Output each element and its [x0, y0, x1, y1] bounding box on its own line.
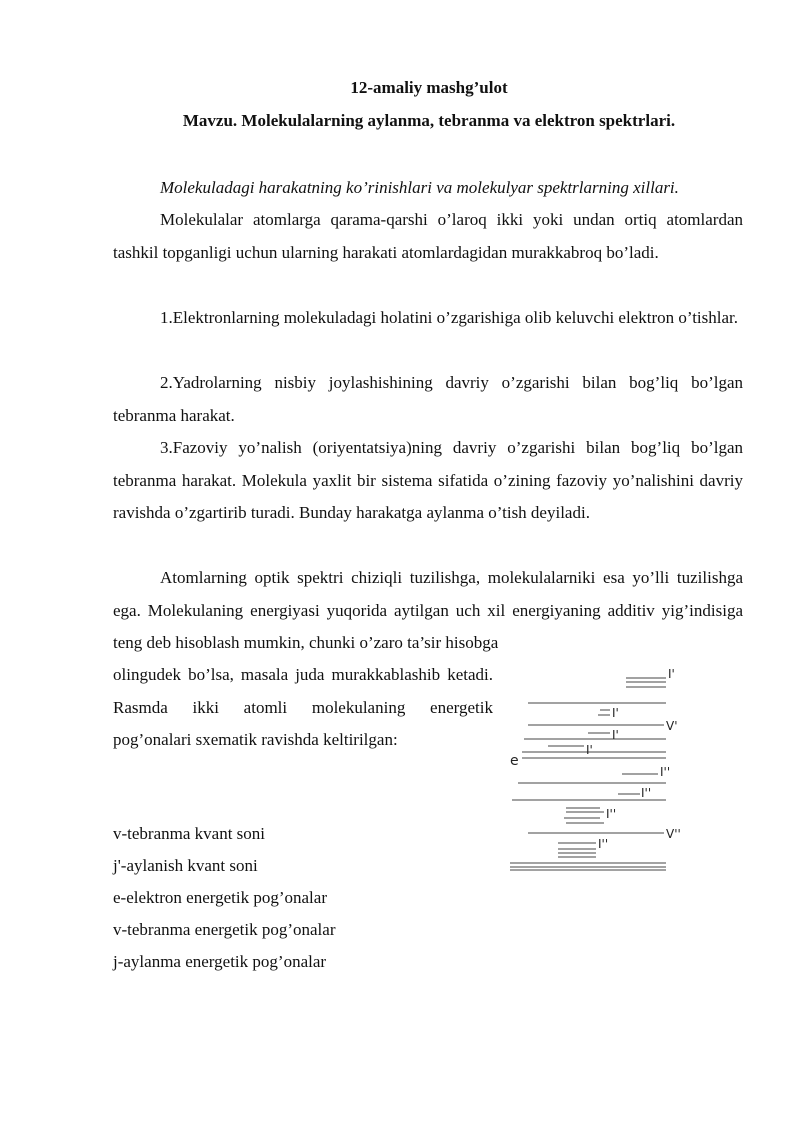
energy-level-diagram — [500, 660, 700, 880]
legend-item: v-tebranma kvant soni — [113, 824, 266, 843]
label-e: e — [510, 753, 519, 769]
label-j-double-prime: I'' — [598, 837, 609, 851]
paragraph-1: Molekulalar atomlarga qarama-qarshi o’laroq ikki yoki undan ortiq atomlardan tashkil topganligi uchun ularning harakati atomlardagidan murakkabroq bo’ladi. — [113, 210, 743, 262]
label-j-prime: I' — [668, 667, 675, 681]
label-v-double-prime: V'' — [666, 827, 681, 841]
legend-item: j-aylanma energetik pog’onalar — [113, 952, 327, 971]
label-v-prime: V' — [666, 719, 678, 733]
legend-item: v-tebranma energetik pog’onalar — [113, 920, 336, 939]
paragraph-4: 3.Fazoviy yo’nalish (oriyentatsiya)ning davriy o’zgarishi bilan bog’liq bo’lgan tebranma harakat. Molekula yaxlit bir sistema sifatida o’zining fazoviy yo’nalishini davriy ravishda o’zgartirib turadi. Bunday harakatga aylanma o’tish deyiladi. — [113, 438, 743, 522]
paragraph-2: 1.Elektronlarning molekuladagi holatini o’zgarishiga olib keluvchi elektron o’tishlar. — [160, 308, 739, 327]
section-subtitle: Molekuladagi harakatning ko’rinishlari va molekulyar spektrlarning xillari. — [160, 178, 679, 197]
topic-title: Mavzu. Molekulalarning aylanma, tebranma va elektron spektrlari. — [182, 111, 676, 130]
label-j-double-prime: I'' — [641, 786, 652, 800]
label-j-double-prime: I'' — [660, 765, 671, 779]
label-j-prime: I' — [612, 706, 619, 720]
paragraph-5: Atomlarning optik spektri chiziqli tuzilishga, molekulalarniki esa yo’lli tuzilishga ega. Molekulaning energiyasi yuqorida aytilgan uch xil energiyaning additiv yig’indisiga teng deb hisoblash mumkin, chunki o’zaro ta’sir hisobga — [113, 568, 743, 652]
legend-item: j'-aylanish kvant soni — [113, 856, 258, 875]
legend-item: e-elektron energetik pog’onalar — [113, 888, 327, 907]
lesson-title: 12-amaliy mashg’ulot — [350, 78, 508, 97]
label-j-prime: I' — [612, 728, 619, 742]
label-j-double-prime: I'' — [606, 807, 617, 821]
paragraph-5-continued: olingudek bo’lsa, masala juda murakkablashib ketadi. Rasmda ikki atomli molekulaning energetik pog’onalari sxematik ravishda keltirilgan: — [113, 665, 493, 749]
paragraph-3: 2.Yadrolarning nisbiy joylashishining davriy o’zgarishi bilan bog’liq bo’lgan tebranma harakat. — [113, 373, 743, 425]
label-j-prime: I' — [586, 743, 593, 757]
